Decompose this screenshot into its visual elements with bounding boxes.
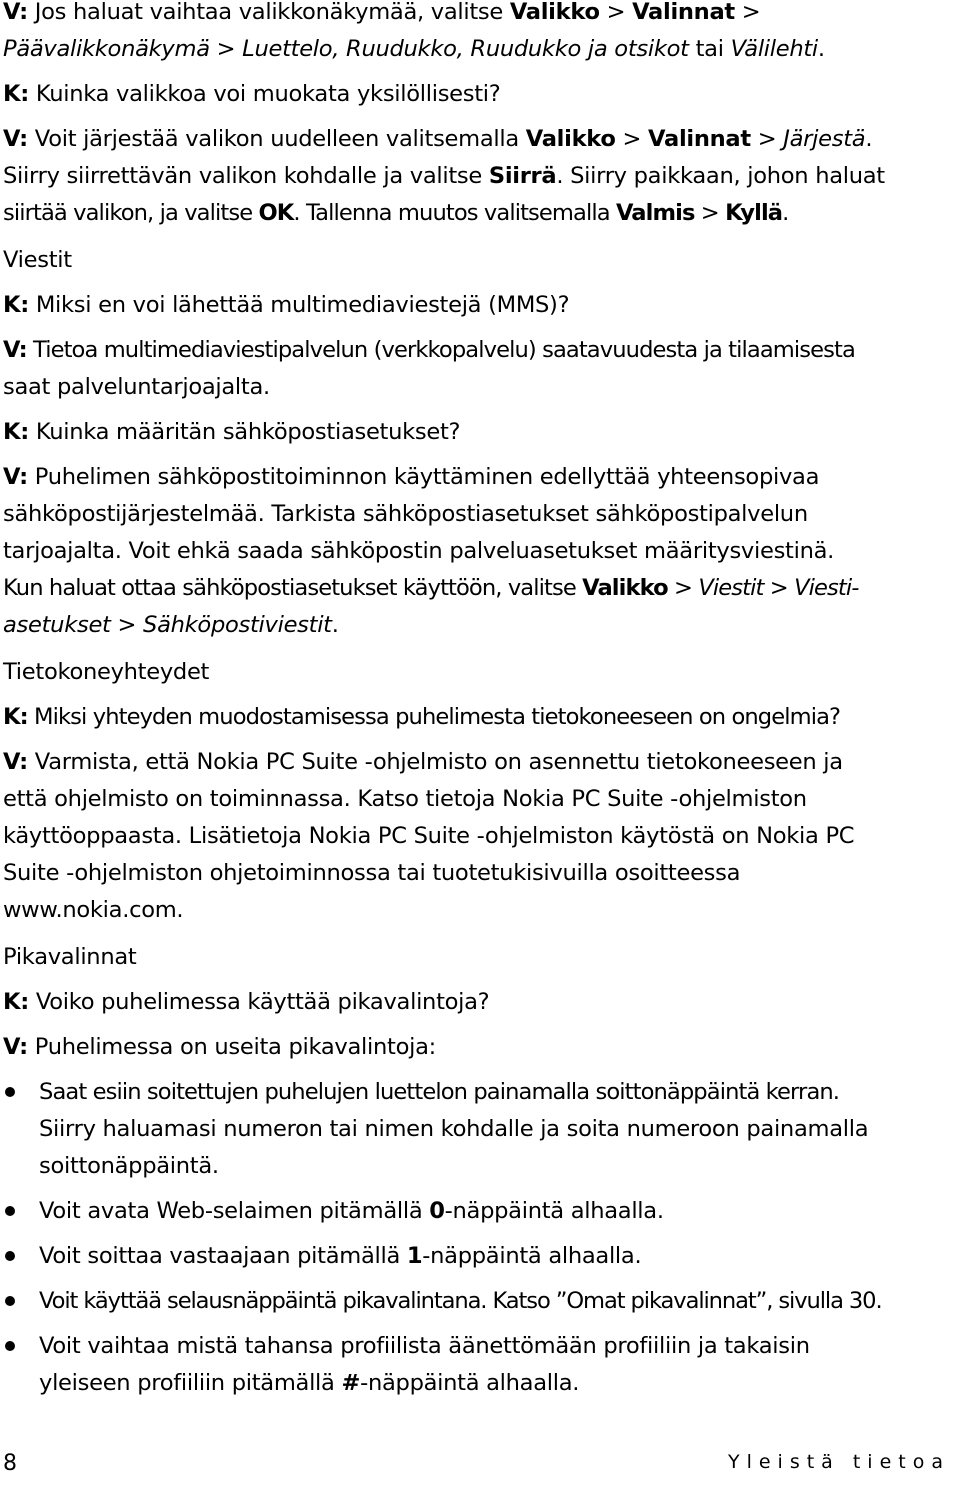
menu-term: Valikko xyxy=(525,126,616,152)
text-run: Jos haluat vaihtaa valikkonäkymää, valitse xyxy=(27,0,510,25)
answer-menu-view xyxy=(3,0,950,68)
text-line xyxy=(3,984,950,1021)
bullet-icon xyxy=(5,1206,15,1216)
question-label: K: xyxy=(3,989,29,1015)
text-line: saat palveluntarjoajalta. xyxy=(3,374,270,400)
menu-term: Siirrä xyxy=(488,163,557,189)
menu-term: Valikko xyxy=(509,0,600,25)
text-run: . xyxy=(817,36,825,62)
text-run: Kuinka määritän sähköpostiasetukset? xyxy=(28,419,461,445)
list-item xyxy=(3,1193,950,1230)
menu-term: OK xyxy=(258,200,294,226)
text-line: Siirry haluamasi numeron tai nimen kohdalle ja soita numeroon painamalla xyxy=(39,1116,869,1142)
bullet-icon xyxy=(5,1251,15,1261)
text-line: Voit käyttää selausnäppäintä pikavalintana. Katso ”Omat pikavalinnat”, sivulla 30. xyxy=(39,1288,882,1314)
menu-term: Luettelo, Ruudukko, Ruudukko ja otsikot xyxy=(242,36,689,62)
list-item xyxy=(3,1238,950,1275)
text-run: Siirry siirrettävän valikon kohdalle ja valitse xyxy=(3,163,489,189)
text-run: Miksi yhteyden muodostamisessa puhelimesta tietokoneeseen on ongelmia? xyxy=(27,704,841,730)
text-run: Voit avata Web-selaimen pitämällä xyxy=(39,1198,430,1224)
text-line xyxy=(3,570,950,607)
shortcut-list xyxy=(3,1074,950,1402)
text-run: > xyxy=(750,126,784,152)
text-run: . xyxy=(782,200,789,226)
text-line xyxy=(3,121,950,158)
text-run: Puhelimen sähköpostitoiminnon käyttäminen edellyttää yhteensopivaa xyxy=(27,464,820,490)
text-run: > xyxy=(599,0,633,25)
text-line xyxy=(39,1365,950,1402)
answer-pc-connection xyxy=(3,744,950,929)
text-line: Voit vaihtaa mistä tahansa profiilista äänettömään profiiliin ja takaisin xyxy=(39,1333,810,1359)
question-label: K: xyxy=(3,419,29,445)
text-line: www.nokia.com. xyxy=(3,897,184,923)
text-run: Voit järjestää valikon uudelleen valitsemalla xyxy=(27,126,526,152)
answer-label: V: xyxy=(3,337,27,363)
text-line: soittonäppäintä. xyxy=(39,1153,219,1179)
bullet-icon xyxy=(5,1296,15,1306)
text-line xyxy=(3,414,950,451)
menu-term: Valinnat xyxy=(648,126,751,152)
page-number: 8 xyxy=(3,1451,17,1476)
menu-term: asetukset xyxy=(3,612,111,638)
question-label: K: xyxy=(3,704,28,730)
menu-term: Valikko xyxy=(582,575,668,601)
bullet-icon xyxy=(5,1087,15,1097)
section-heading-messages: Viestit xyxy=(3,247,72,273)
text-run: . xyxy=(865,126,873,152)
menu-term: Viesti- xyxy=(794,575,859,601)
text-run: Kuinka valikkoa voi muokata yksilöllisesti? xyxy=(28,81,501,107)
text-run: Miksi en voi lähettää multimediaviestejä (MMS)? xyxy=(28,292,570,318)
text-line xyxy=(3,607,950,644)
text-run: > xyxy=(615,126,649,152)
text-run: > xyxy=(209,36,243,62)
answer-label: V: xyxy=(3,126,28,152)
text-run: > xyxy=(667,575,699,601)
text-run: Voiko puhelimessa käyttää pikavalintoja? xyxy=(28,989,490,1015)
question-label: K: xyxy=(3,81,29,107)
text-run: > xyxy=(694,200,726,226)
text-line xyxy=(3,195,950,232)
text-line xyxy=(3,332,950,369)
menu-term: Valinnat xyxy=(632,0,735,25)
text-run: -näppäintä alhaalla. xyxy=(422,1243,642,1269)
text-line xyxy=(3,0,950,31)
text-run: . Siirry paikkaan, johon haluat xyxy=(556,163,885,189)
answer-shortcuts xyxy=(3,1029,950,1066)
text-run: yleiseen profiiliin pitämällä xyxy=(39,1370,342,1396)
question-mms xyxy=(3,287,950,324)
question-email-settings xyxy=(3,414,950,451)
section-heading-shortcuts: Pikavalinnat xyxy=(3,944,137,970)
answer-label: V: xyxy=(3,0,28,25)
text-line xyxy=(39,1193,950,1230)
text-run: -näppäintä alhaalla. xyxy=(444,1198,664,1224)
text-line xyxy=(3,31,950,68)
text-line xyxy=(3,744,950,781)
text-run: > xyxy=(110,612,144,638)
menu-term: Sähköpostiviestit xyxy=(143,612,332,638)
menu-term: Järjestä xyxy=(783,126,866,152)
section-heading-pc-connectivity: Tietokoneyhteydet xyxy=(3,659,210,685)
text-run: Voit soittaa vastaajaan pitämällä xyxy=(39,1243,407,1269)
text-line xyxy=(3,158,950,195)
text-line: tarjoajalta. Voit ehkä saada sähköpostin palveluasetukset määritysviestinä. xyxy=(3,538,835,564)
menu-term: Välilehti xyxy=(730,36,818,62)
menu-term: Kyllä xyxy=(725,200,783,226)
text-run: > xyxy=(763,575,795,601)
text-line: Saat esiin soitettujen puhelujen luettelon painamalla soittonäppäintä kerran. xyxy=(39,1079,840,1105)
text-line xyxy=(3,459,950,496)
question-pc-connection xyxy=(3,699,950,736)
answer-label: V: xyxy=(3,1034,28,1060)
running-footer-title: Yleistä tietoa xyxy=(727,1451,950,1473)
text-run: > xyxy=(734,0,761,25)
text-line: käyttöoppaasta. Lisätietoja Nokia PC Suite -ohjelmiston käytöstä on Nokia PC xyxy=(3,823,855,849)
question-label: K: xyxy=(3,292,29,318)
text-run: Varmista, että Nokia PC Suite -ohjelmisto on asennettu tietokoneeseen ja xyxy=(27,749,843,775)
text-run: Tietoa multimediaviestipalvelun (verkkopalvelu) saatavuudesta ja tilaamisesta xyxy=(26,337,855,363)
key-name: 0 xyxy=(429,1198,445,1224)
text-run: -näppäintä alhaalla. xyxy=(360,1370,580,1396)
menu-term: Valmis xyxy=(615,200,695,226)
key-name: # xyxy=(341,1370,361,1396)
text-line xyxy=(3,1029,950,1066)
answer-label: V: xyxy=(3,749,28,775)
list-item xyxy=(3,1283,950,1320)
text-line: että ohjelmisto on toiminnassa. Katso tietoja Nokia PC Suite -ohjelmiston xyxy=(3,786,807,812)
bullet-icon xyxy=(5,1341,15,1351)
text-line: sähköpostijärjestelmää. Tarkista sähköpostiasetukset sähköpostipalvelun xyxy=(3,501,808,527)
text-line xyxy=(3,287,950,324)
question-customize-menu xyxy=(3,76,950,113)
list-item xyxy=(3,1328,950,1402)
text-line xyxy=(39,1238,950,1275)
answer-label: V: xyxy=(3,464,28,490)
text-run: Kun haluat ottaa sähköpostiasetukset käyttöön, valitse xyxy=(3,575,583,601)
text-run: siirtää valikon, ja valitse xyxy=(3,200,259,226)
text-line xyxy=(3,699,950,736)
list-item xyxy=(3,1074,950,1185)
answer-mms xyxy=(3,332,950,406)
text-run: tai xyxy=(688,36,731,62)
text-line xyxy=(3,76,950,113)
answer-email-settings xyxy=(3,459,950,644)
text-run: . xyxy=(331,612,339,638)
answer-customize-menu xyxy=(3,121,950,232)
menu-term: Päävalikkonäkymä xyxy=(3,36,210,62)
menu-term: Viestit xyxy=(698,575,764,601)
key-name: 1 xyxy=(406,1243,423,1269)
text-line: Suite -ohjelmiston ohjetoiminnossa tai tuotetukisivuilla osoitteessa xyxy=(3,860,741,886)
question-shortcuts xyxy=(3,984,950,1021)
text-run: Puhelimessa on useita pikavalintoja: xyxy=(27,1034,436,1060)
text-run: . Tallenna muutos valitsemalla xyxy=(293,200,616,226)
